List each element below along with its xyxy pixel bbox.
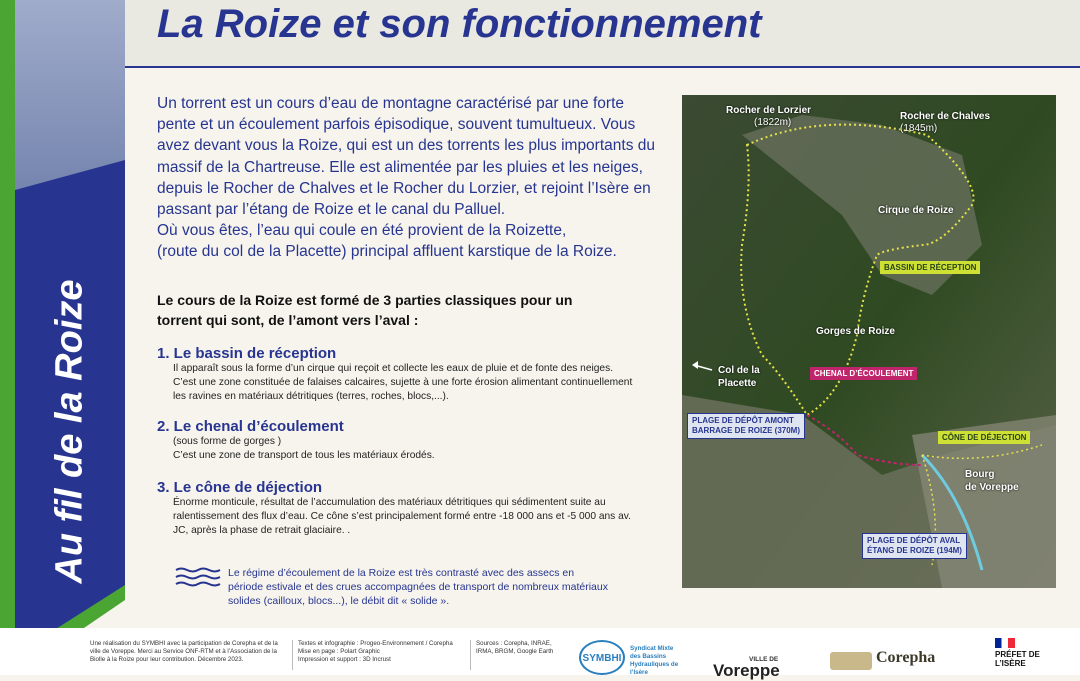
part-1 bbox=[157, 345, 637, 404]
flow-regime-note: Le régime d’écoulement de la Roize est très contrasté avec des assecs en période estivale et des crues accompagnées de transport de nombreux matériaux solides (cailloux, blocs...), le débit dit « solide ». bbox=[228, 567, 608, 607]
part-3-title: 3. Le cône de déjection bbox=[157, 479, 323, 496]
footer-sources: Sources : Corepha, INRAE, IRMA, BRGM, Google Earth bbox=[476, 640, 554, 655]
label-lorzier: Rocher de Lorzier bbox=[726, 105, 812, 116]
voreppe-name: Voreppe bbox=[713, 661, 780, 680]
corepha-mark bbox=[830, 652, 872, 670]
part-2-title: 2. Le chenal d’écoulement bbox=[157, 418, 344, 435]
marianne-flag-icon bbox=[995, 638, 1015, 648]
corepha-name: Corepha bbox=[876, 649, 936, 666]
corepha-logo bbox=[830, 648, 940, 675]
intro-text bbox=[157, 93, 667, 263]
part-3-text: Énorme monticule, résultat de l’accumulation des matériaux détritiques qui sédimentent suite au ralentissement des flux d’eau. Ce cône s’est principalement formé entre -18 000 ans et -5 000 ans av. JC, après la phase de retrait glaciaire. . bbox=[173, 497, 631, 536]
tag-plage-amont bbox=[687, 413, 805, 439]
prefet-name: PRÉFET DE L’ISÈRE bbox=[995, 650, 1040, 668]
part-2 bbox=[157, 418, 637, 463]
tag-plage-aval-line-1: PLAGE DE DÉPÔT AVAL bbox=[867, 536, 961, 545]
label-chalves: Rocher de Chalves bbox=[900, 111, 991, 122]
sidebar bbox=[0, 0, 125, 675]
tag-plage-amont-line-2: BARRAGE DE ROIZE (370M) bbox=[692, 426, 801, 435]
label-chalves-altitude: (1845m) bbox=[900, 123, 938, 134]
label-col-2: Placette bbox=[718, 378, 757, 389]
tag-chenal-ecoulement: CHENAL D’ÉCOULEMENT bbox=[810, 367, 917, 380]
prefet-logo bbox=[995, 638, 1045, 668]
intro-paragraph-3: (route du col de la Placette) principal affluent karstique de la Roize. bbox=[157, 243, 617, 261]
footer-separator bbox=[292, 640, 293, 670]
tag-plage-aval bbox=[862, 533, 967, 559]
part-2-text: (sous forme de gorges ) C’est une zone de transport de tous les matériaux érodés. bbox=[173, 436, 435, 461]
water-waves-icon bbox=[175, 567, 221, 587]
label-gorges: Gorges de Roize bbox=[816, 326, 895, 337]
label-bourg-2: de Voreppe bbox=[965, 482, 1019, 493]
part-3 bbox=[157, 479, 637, 538]
symbhi-logo bbox=[579, 640, 625, 675]
label-bourg-1: Bourg bbox=[965, 469, 995, 480]
intro-paragraph-1: Un torrent est un cours d’eau de montagne caractérisé par une forte pente et un écoulement parfois épisodique, souvent tumultueux. Vous avez devant vous la Roize, qui est un des torrents les plus importants du massif de la Chartreuse. Elle est alimentée par les pluies et les neiges, depuis le Rocher de Chalves et le Rocher du Lorzier, et rejoint l’Isère en passant par l’étang de Roize et le canal du Palluel. bbox=[157, 95, 655, 219]
footer-credits: Une réalisation du SYMBHI avec la participation de Corepha et de la ville de Voreppe. Merci au Service ONF-RTM et à l’Association de la Biolle à la Roize pour leur contribution. Décembre 2023. bbox=[90, 640, 278, 663]
parts-heading: Le cours de la Roize est formé de 3 parties classiques pour un torrent qui sont, de l’amont vers l’aval : bbox=[157, 292, 573, 328]
vertical-title: Au fil de la Roize bbox=[48, 279, 91, 584]
symbhi-logo-text: SYMBHI bbox=[582, 653, 622, 664]
tag-bassin-reception: BASSIN DE RÉCEPTION bbox=[880, 261, 980, 274]
label-lorzier-altitude: (1822m) bbox=[754, 117, 792, 128]
satellite-map bbox=[682, 95, 1056, 588]
footer-production: Textes et infographie : Progeo-Environnement / Corepha Mise en page : Polart Graphic Impression et support : 3D Incrust bbox=[298, 640, 453, 663]
part-1-title: 1. Le bassin de réception bbox=[157, 345, 337, 362]
tag-plage-aval-line-2: ÉTANG DE ROIZE (194M) bbox=[867, 546, 962, 555]
intro-paragraph-2: Où vous êtes, l’eau qui coule en été provient de la Roizette, bbox=[157, 222, 567, 240]
label-cirque: Cirque de Roize bbox=[878, 205, 954, 216]
voreppe-ville-de: VILLE DE bbox=[749, 656, 779, 663]
symbhi-full-name: Syndicat Mixte des Bassins Hydrauliques de l’Isère bbox=[630, 645, 679, 676]
map-terrain bbox=[682, 95, 1056, 588]
part-1-text: Il apparaît sous la forme d’un cirque qui reçoit et collecte les eaux de pluie et de fonte des neiges. C’est une zone constituée de falaises calcaires, sujette à une forte érosion alimentant continuellement les ravines en matériaux détritiques (terres, roches, blocs,...). bbox=[173, 363, 633, 402]
tag-cone-dejection: CÔNE DE DÉJECTION bbox=[938, 431, 1030, 444]
tag-plage-amont-line-1: PLAGE DE DÉPÔT AMONT bbox=[692, 416, 794, 425]
page-title: La Roize et son fonctionnement bbox=[157, 2, 762, 46]
footer-separator bbox=[470, 640, 471, 670]
label-col-1: Col de la bbox=[718, 365, 760, 376]
